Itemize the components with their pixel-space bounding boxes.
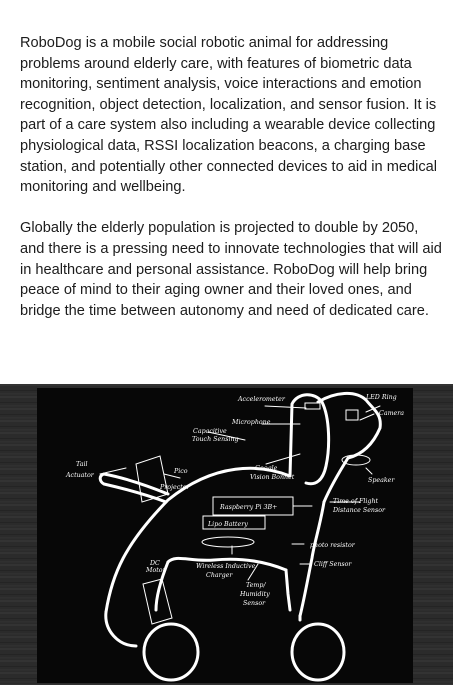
label-touch-sensing: Touch Sensing xyxy=(192,436,239,443)
motivation-paragraph: Globally the elderly population is projected to double by 2050, and there is a pressing need to innovate technologies that will aid in healthcare and personal assistance. RoboDog will help bring peace of mind to their aging owner and their loved ones, and bridge the time between autonomy and need of dedicated care. xyxy=(20,220,442,319)
label-photo-resistor: photo resistor xyxy=(310,542,355,549)
label-camera: Camera xyxy=(379,410,405,417)
label-humidity: Humidity xyxy=(240,591,270,598)
label-wireless-inductive: Wireless Inductive xyxy=(196,563,256,570)
label-dc: DC xyxy=(150,560,160,567)
label-lipo-battery: Lipo Battery xyxy=(208,521,248,528)
label-speaker: Speaker xyxy=(368,477,395,484)
intro-paragraph: RoboDog is a mobile social robotic animal for addressing problems around elderly care, with features of biometric data monitoring, sentiment analysis, voice interactions and emotion recognition, object detection, localization, and sensor fusion. It is part of a care system also including a wearable device collecting physiological data, RSSI localization beacons, a charging base station, and potentially other connected devices to aid in medical monitoring and wellbeing. xyxy=(20,35,437,196)
label-distance-sensor: Distance Sensor xyxy=(333,507,386,514)
label-microphone: Microphone xyxy=(232,419,271,426)
label-time-of-flight: Time of Flight xyxy=(333,498,379,505)
label-tail: Tail xyxy=(76,461,88,468)
label-temp: Temp/ xyxy=(246,582,266,589)
robodog-diagram-photo xyxy=(0,384,453,685)
label-led-ring: LED Ring xyxy=(366,394,397,401)
label-sensor: Sensor xyxy=(243,600,266,607)
label-accelerometer: Accelerometer xyxy=(238,396,285,403)
label-motor: Motor xyxy=(146,567,166,574)
label-actuator: Actuator xyxy=(66,472,94,479)
label-pico: Pico xyxy=(174,468,188,475)
label-cliff-sensor: Cliff Sensor xyxy=(314,561,352,568)
label-charger: Charger xyxy=(206,572,233,579)
label-capacitive: Capacitive xyxy=(193,428,227,435)
label-raspberry-pi: Raspberry Pi 3B+ xyxy=(220,504,278,511)
label-vision-bonnet: Vision Bonnet xyxy=(250,474,295,481)
label-projector: Projector xyxy=(160,484,190,491)
robodog-chalkboard-drawing xyxy=(0,384,453,685)
label-google: Google xyxy=(255,465,278,472)
article-text xyxy=(20,33,444,342)
